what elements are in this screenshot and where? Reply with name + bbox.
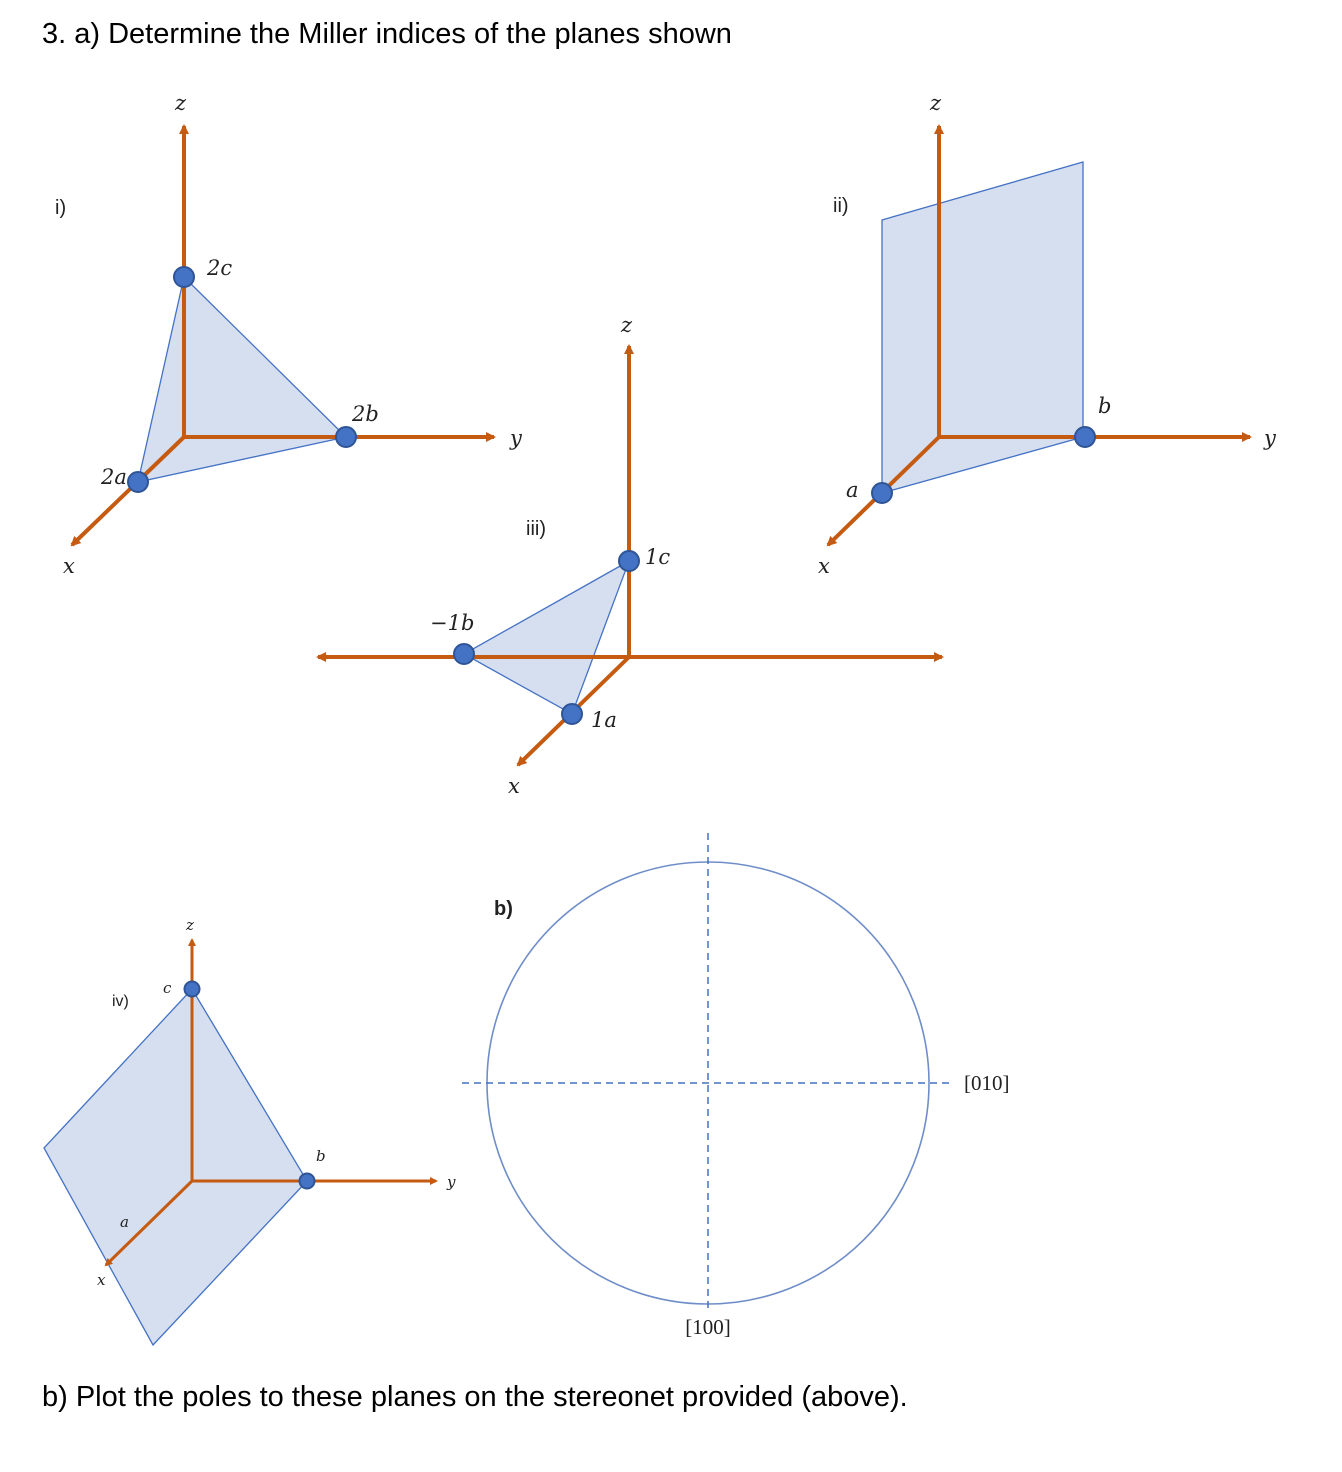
diagram-i-intercept-c: 2c [207,256,233,280]
diagram-iii-intercept-b: −1b [430,611,475,635]
diagram-i [55,91,523,578]
diagram-i-intercept-b: 2b [352,402,379,426]
stereonet [462,833,1010,1339]
diagram-iii-intercept-a: 1a [591,708,617,732]
diagram-i-z-label: z [175,91,187,115]
diagram-iv-point-c [185,982,200,997]
diagram-iii [318,313,942,798]
diagram-i-y-label: y [510,426,522,450]
diagram-iv-plane [44,989,307,1345]
diagram-iv-x-label: x [97,1271,106,1289]
question-part-b: b) Plot the poles to these planes on the stereonet provided (above). [42,1381,908,1413]
stereonet-direction-010: [010] [964,1071,1010,1095]
diagram-iii-plane [464,561,629,714]
diagram-iv-intercept-b: b [316,1147,326,1165]
diagram-iii-point-a [562,704,582,724]
diagram-iv-intercept-c: c [163,979,172,997]
diagram-i-intercept-a: 2a [101,465,127,489]
diagram-iii-z-label: z [621,313,633,337]
diagram-ii-plane [882,162,1083,493]
diagram-iii-point-c [619,551,639,571]
diagram-iv-point-b [300,1174,315,1189]
diagram-ii-intercept-a: a [846,478,859,502]
question-title: 3. a) Determine the Miller indices of the planes shown [42,18,732,50]
stereonet-direction-100: [100] [685,1315,731,1339]
diagram-ii-x-label: x [818,554,830,578]
diagram-i-point-c [174,267,194,287]
diagram-iii-intercept-c: 1c [645,545,671,569]
diagram-iv-y-label: y [447,1173,456,1191]
diagram-iv [44,916,456,1345]
diagram-ii [818,91,1277,578]
diagram-ii-intercept-b: b [1098,394,1112,418]
stereonet-label: b) [494,898,513,920]
diagram-i-point-a [128,472,148,492]
diagram-ii-point-b [1075,427,1095,447]
diagram-iii-x-label: x [508,774,520,798]
diagram-ii-point-a [872,483,892,503]
diagram-i-x-label: x [63,554,75,578]
diagram-ii-label: ii) [833,195,849,217]
diagram-iv-intercept-a: a [120,1213,129,1231]
diagram-i-label: i) [55,197,67,219]
diagram-ii-z-label: z [930,91,942,115]
diagram-iv-label: iv) [112,993,129,1010]
diagram-i-point-b [336,427,356,447]
diagram-iii-point-b [454,644,474,664]
diagram-ii-y-label: y [1264,426,1276,450]
diagram-iii-label: iii) [526,518,546,540]
diagram-i-x-axis [72,437,184,545]
diagram-iv-z-label: z [186,916,194,934]
